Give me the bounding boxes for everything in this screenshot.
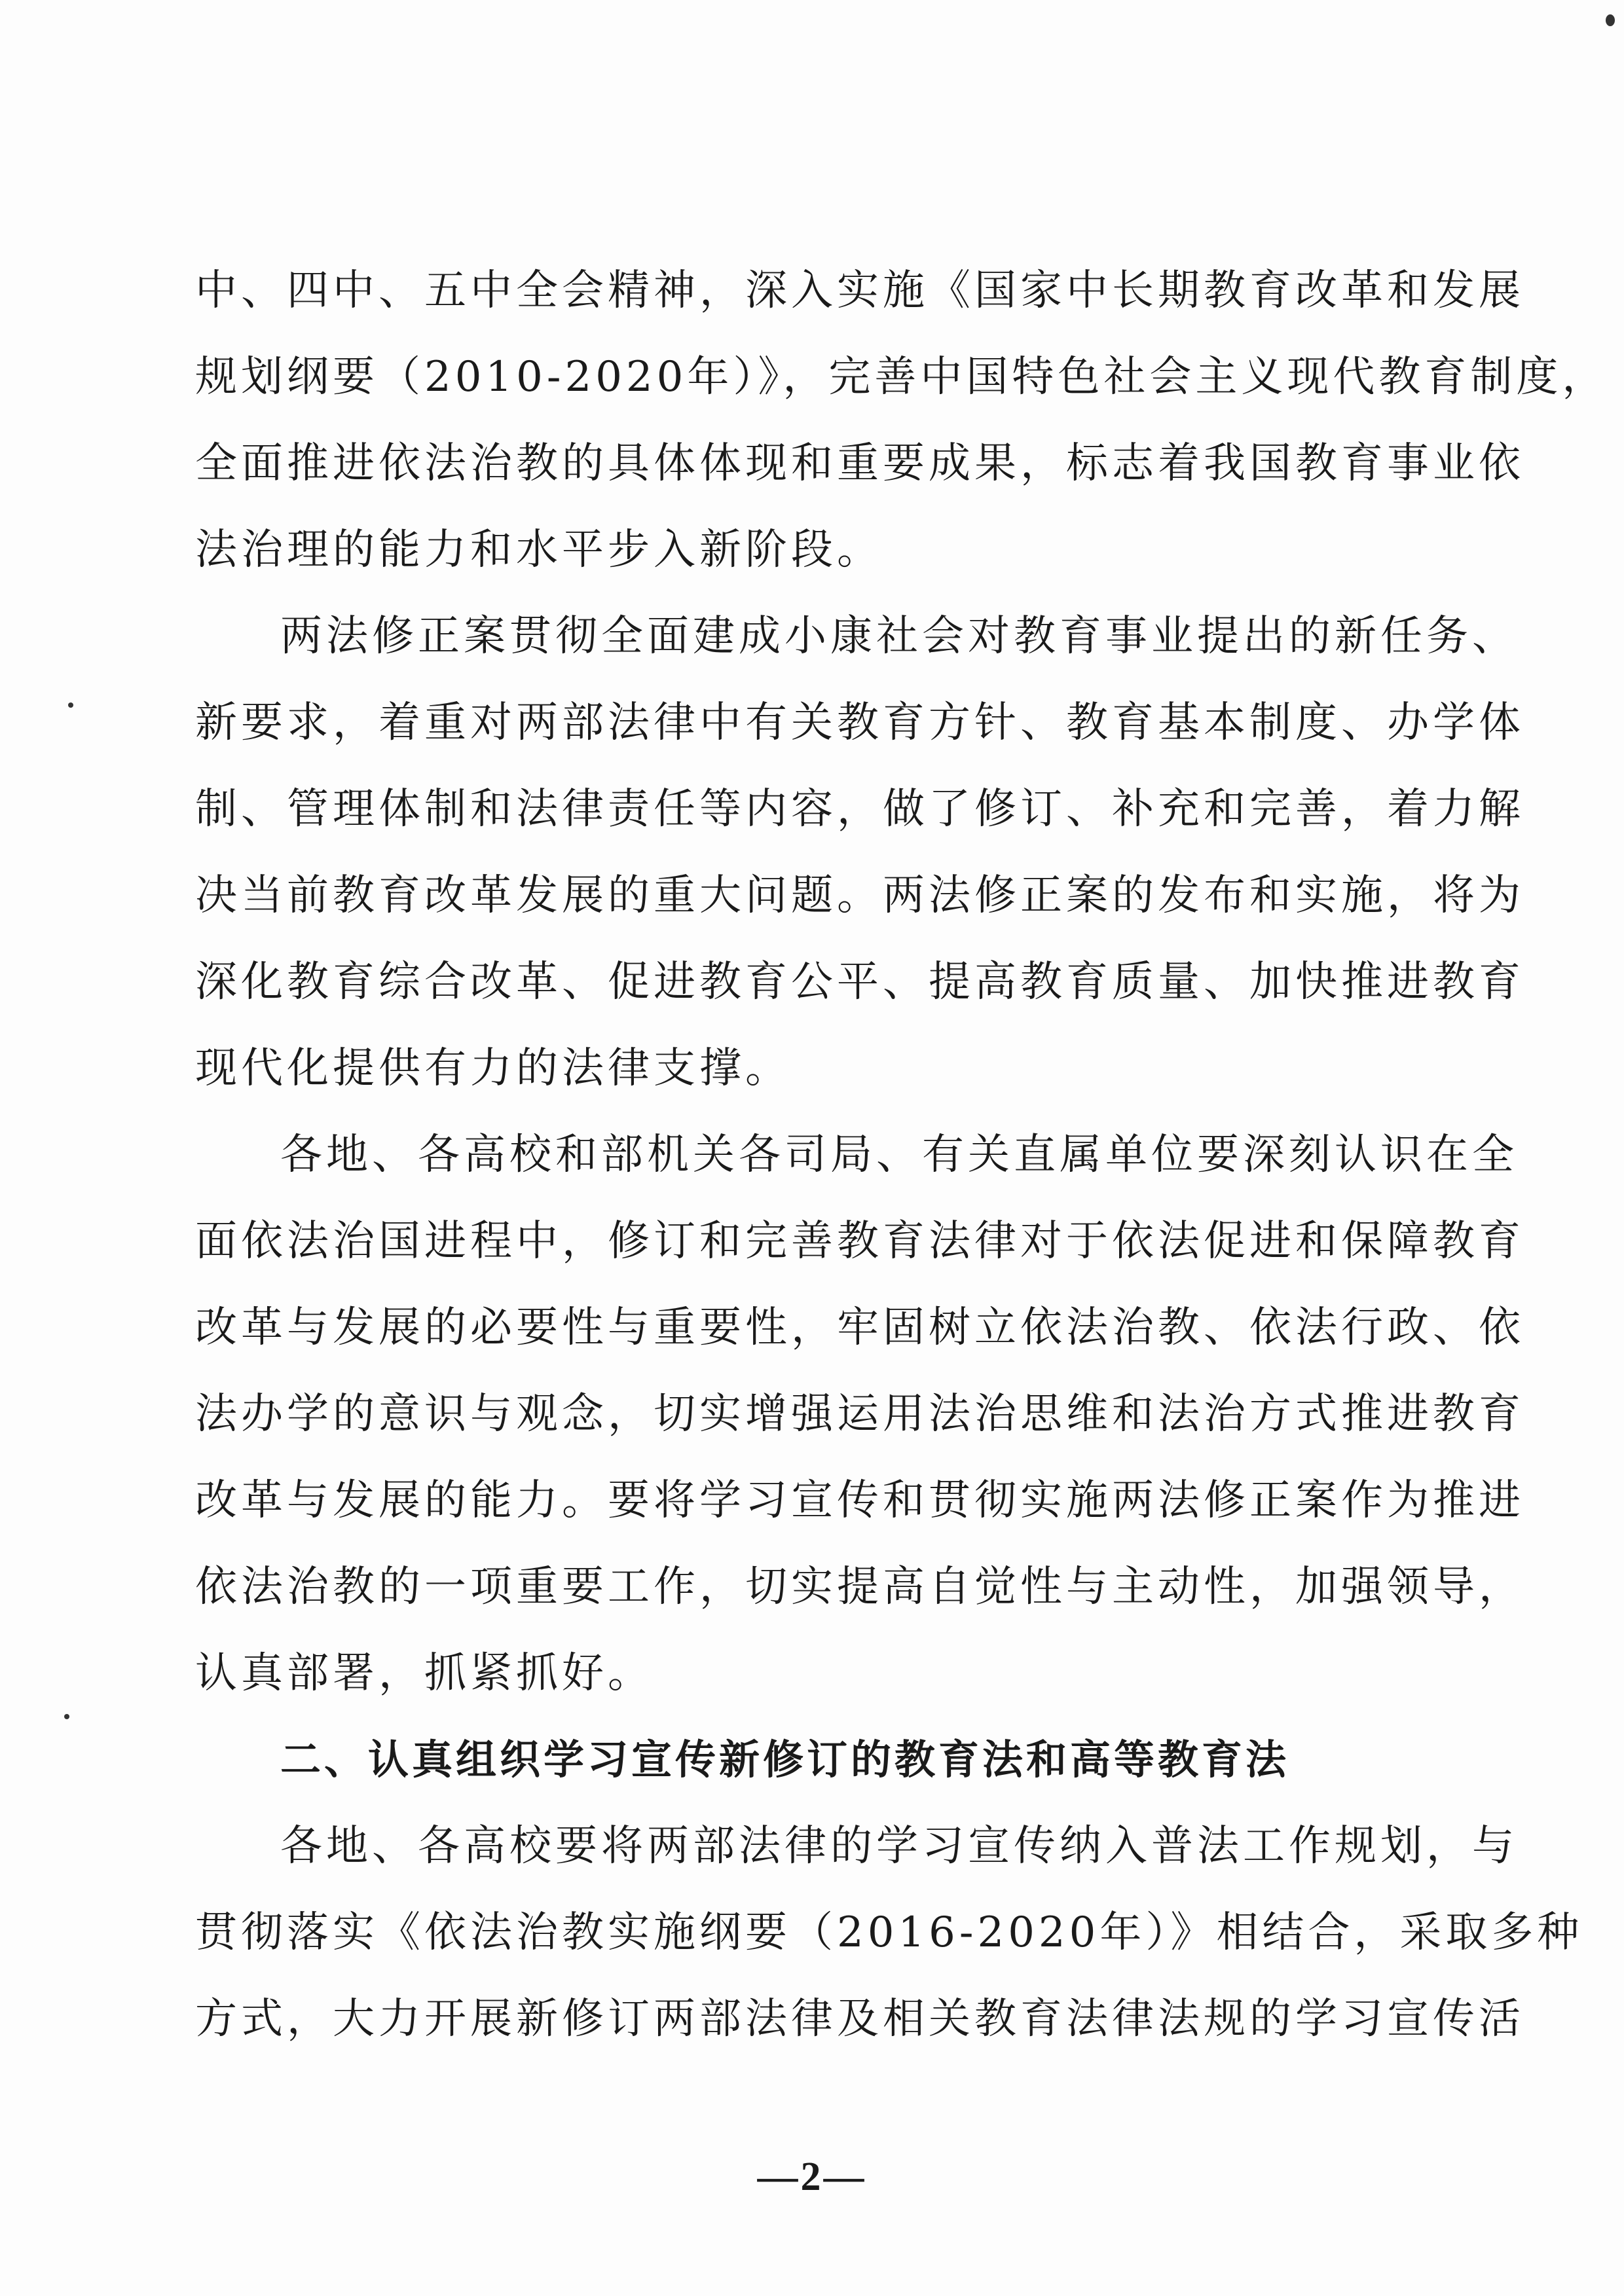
paragraph-line: 新要求，着重对两部法律中有关教育方针、教育基本制度、办学体 [195, 699, 1524, 747]
scan-speck [68, 702, 73, 708]
paragraph-line: 深化教育综合改革、促进教育公平、提高教育质量、加快推进教育 [195, 958, 1524, 1006]
paragraph-line: 两法修正案贯彻全面建成小康社会对教育事业提出的新任务、 [280, 612, 1518, 661]
page-number: —2— [757, 2155, 867, 2199]
section-heading: 二、认真组织学习宣传新修订的教育法和高等教育法 [280, 1736, 1290, 1783]
paragraph-line: 认真部署，抓紧抓好。 [195, 1649, 654, 1698]
paragraph-line: 中、四中、五中全会精神，深入实施《国家中长期教育改革和发展 [195, 266, 1524, 315]
document-body [195, 247, 1608, 2062]
paragraph-line: 方式，大力开展新修订两部法律及相关教育法律法规的学习宣传活 [195, 1995, 1524, 2043]
paragraph-line: 各地、各高校要将两部法律的学习宣传纳入普法工作规划，与 [280, 1822, 1518, 1870]
paragraph-1 [195, 247, 1608, 593]
paragraph-line: 现代化提供有力的法律支撑。 [195, 1044, 791, 1093]
paragraph-line: 面依法治国进程中，修订和完善教育法律对于依法促进和保障教育 [195, 1217, 1524, 1266]
paragraph-4 [195, 1803, 1583, 2062]
paragraph-2 [195, 593, 1524, 1112]
paragraph-line: 改革与发展的能力。要将学习宣传和贯彻实施两法修正案作为推进 [195, 1476, 1524, 1525]
paragraph-line: 贯彻落实《依法治教实施纲要（2016-2020年）》相结合，采取多种 [195, 1908, 1583, 1957]
paragraph-line: 各地、各高校和部机关各司局、有关直属单位要深刻认识在全 [280, 1131, 1518, 1179]
paragraph-line: 法治理的能力和水平步入新阶段。 [195, 526, 883, 574]
paragraph-3 [195, 1112, 1524, 1717]
paragraph-line: 决当前教育改革发展的重大问题。两法修正案的发布和实施，将为 [195, 871, 1524, 920]
paragraph-line: 制、管理体制和法律责任等内容，做了修订、补充和完善，着力解 [195, 785, 1524, 833]
scan-speck [64, 1714, 69, 1719]
scan-speck [1606, 14, 1615, 26]
paragraph-line: 规划纲要（2010-2020年）》，完善中国特色社会主义现代教育制度， [195, 353, 1608, 401]
paragraph-line: 依法治教的一项重要工作，切实提高自觉性与主动性，加强领导， [195, 1563, 1524, 1611]
paragraph-line: 法办学的意识与观念，切实增强运用法治思维和法治方式推进教育 [195, 1390, 1524, 1438]
paragraph-line: 全面推进依法治教的具体体现和重要成果，标志着我国教育事业依 [195, 439, 1524, 488]
paragraph-line: 改革与发展的必要性与重要性，牢固树立依法治教、依法行政、依 [195, 1303, 1524, 1352]
